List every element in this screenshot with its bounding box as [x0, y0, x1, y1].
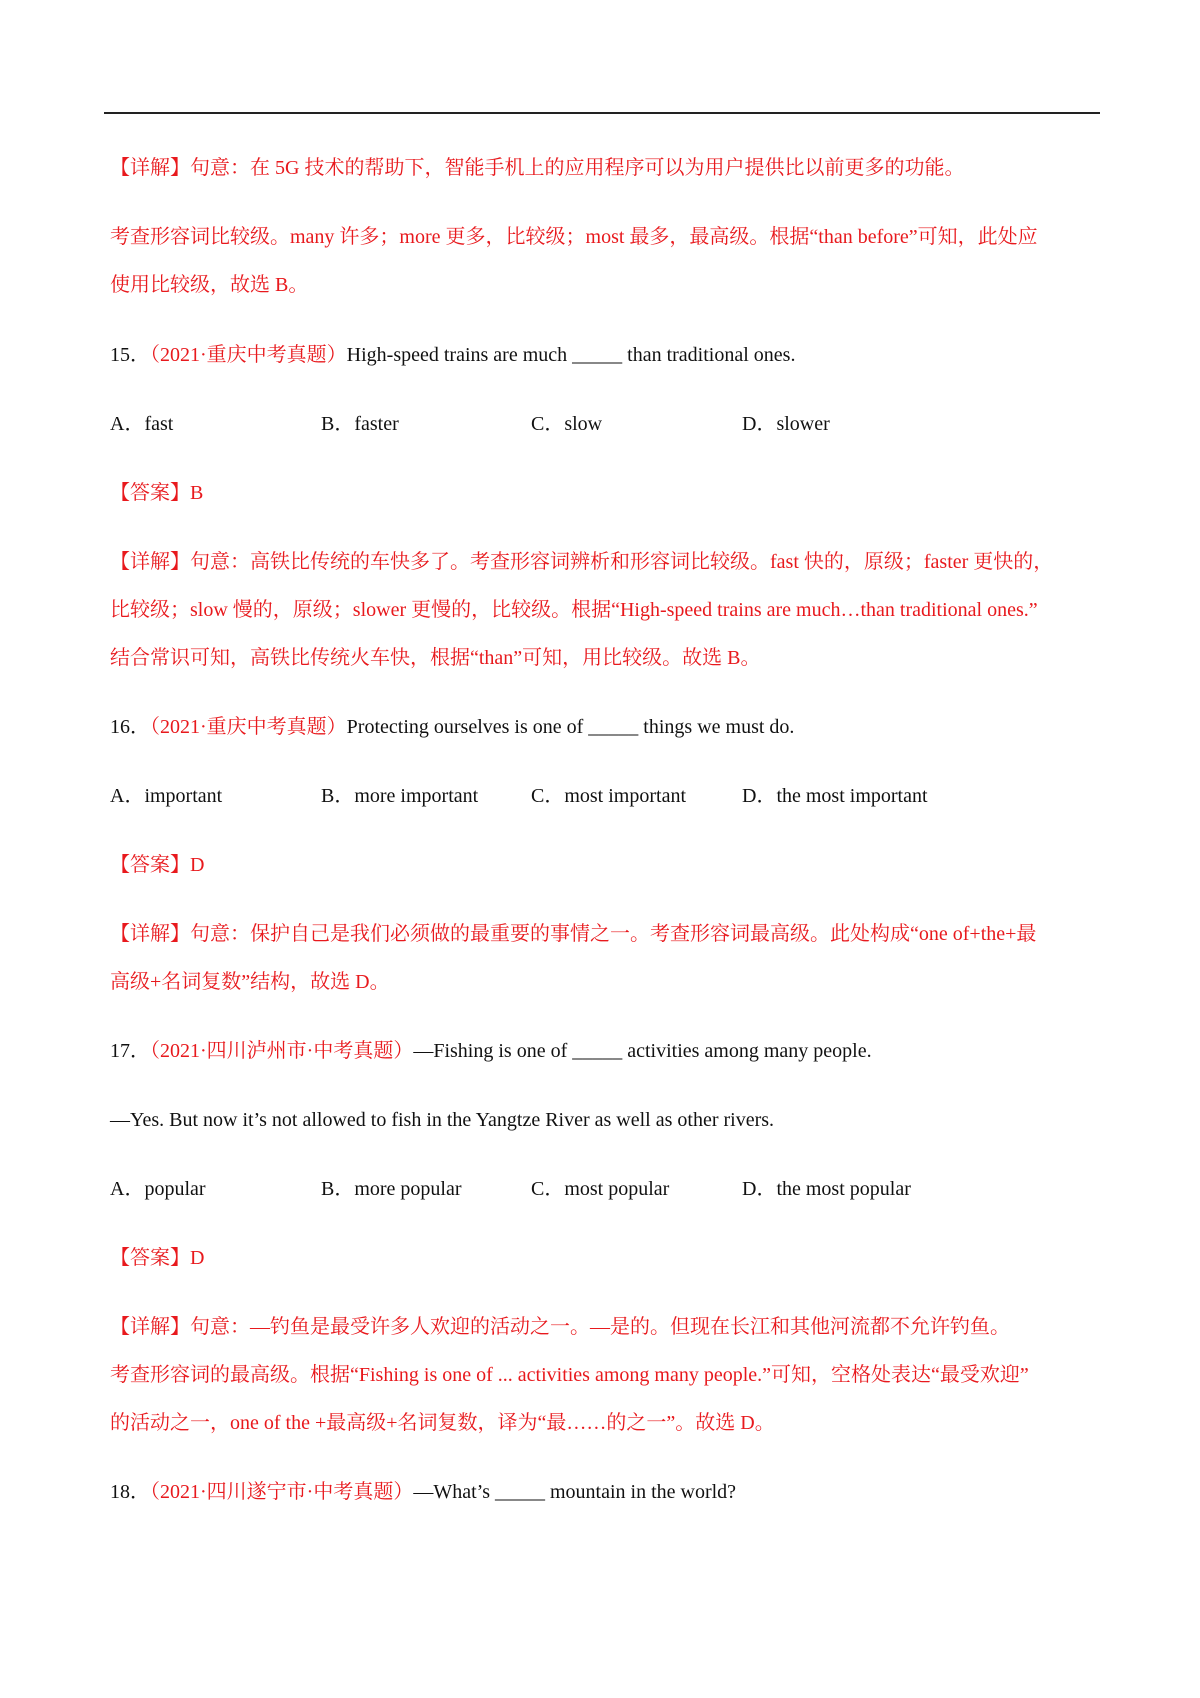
option-15-d: D．slower	[742, 413, 830, 435]
detail-17-line-2: 考查形容词的最高级。根据“Fishing is one of ... activities among many people.”可知，空格处表达“最受欢迎”	[110, 1364, 1029, 1386]
answer-16	[110, 852, 204, 878]
answer-label: 【答案】	[110, 1247, 190, 1269]
question-17	[110, 1038, 872, 1064]
detail-label: 【详解】	[110, 551, 190, 573]
answer-value: D	[190, 1247, 205, 1269]
answer-value: B	[190, 482, 204, 504]
option-15-c: C．slow	[531, 413, 603, 435]
option-16-b: B．more important	[321, 785, 479, 807]
option-17-d: D．the most popular	[742, 1178, 911, 1200]
question-source: （2021·重庆中考真题）	[150, 716, 347, 738]
detail-15-line-2: 比较级；slow 慢的，原级；slower 更慢的，比较级。根据“High-speed trains are much…than traditional ones.”	[110, 599, 1038, 621]
question-text: Protecting ourselves is one of _____ things we must do.	[346, 716, 795, 738]
option-15-a: A．fast	[110, 413, 174, 435]
detail-14-line-1	[110, 155, 964, 181]
option-16-d: D．the most important	[742, 785, 928, 807]
question-number: 17．	[110, 1040, 150, 1062]
detail-text: 句意：保护自己是我们必须做的最重要的事情之一。考查形容词最高级。此处构成“one of+the+最	[190, 923, 1037, 945]
detail-text: 句意：高铁比传统的车快多了。考查形容词辨析和形容词比较级。fast 快的，原级；faster 更快的，	[190, 551, 1054, 573]
detail-15-line-3: 结合常识可知，高铁比传统火车快，根据“than”可知，用比较级。故选 B。	[110, 647, 761, 669]
question-17-line-2: —Yes. But now it’s not allowed to fish in the Yangtze River as well as other rivers.	[110, 1109, 775, 1131]
answer-label: 【答案】	[110, 482, 190, 504]
explanation-14-line-1: 考查形容词比较级。many 许多；more 更多，比较级；most 最多，最高级。根据“than before”可知，此处应	[110, 226, 1038, 248]
detail-15-line-1	[110, 549, 1053, 575]
option-15-b: B．faster	[321, 413, 399, 435]
detail-16-line-1	[110, 921, 1036, 947]
detail-17-line-3: 的活动之一，one of the +最高级+名词复数，译为“最……的之一”。故选 D。	[110, 1412, 775, 1434]
question-source: （2021·四川遂宁市·中考真题）	[150, 1481, 414, 1503]
question-source: （2021·重庆中考真题）	[150, 344, 347, 366]
answer-15	[110, 480, 203, 506]
answer-label: 【答案】	[110, 854, 190, 876]
detail-text: 句意：在 5G 技术的帮助下，智能手机上的应用程序可以为用户提供比以前更多的功能。	[190, 157, 965, 179]
question-16	[110, 714, 794, 740]
detail-label: 【详解】	[110, 1316, 190, 1338]
question-number: 15．	[110, 344, 150, 366]
question-number: 16．	[110, 716, 150, 738]
detail-16-line-2: 高级+名词复数”结构，故选 D。	[110, 971, 390, 993]
question-text: —Fishing is one of _____ activities among many people.	[413, 1040, 872, 1062]
option-17-b: B．more popular	[321, 1178, 462, 1200]
question-18	[110, 1479, 736, 1505]
detail-17-line-1	[110, 1314, 1010, 1340]
option-16-c: C．most important	[531, 785, 686, 807]
question-15	[110, 342, 795, 368]
detail-label: 【详解】	[110, 157, 190, 179]
question-text: High-speed trains are much _____ than traditional ones.	[346, 344, 796, 366]
detail-text: 句意：—钓鱼是最受许多人欢迎的活动之一。—是的。但现在长江和其他河流都不允许钓鱼。	[190, 1316, 1010, 1338]
question-text: —What’s _____ mountain in the world?	[413, 1481, 737, 1503]
answer-17	[110, 1245, 204, 1271]
explanation-14-line-2: 使用比较级，故选 B。	[110, 274, 309, 296]
question-source: （2021·四川泸州市·中考真题）	[150, 1040, 414, 1062]
option-17-a: A．popular	[110, 1178, 206, 1200]
answer-value: D	[190, 854, 205, 876]
question-number: 18．	[110, 1481, 150, 1503]
option-17-c: C．most popular	[531, 1178, 670, 1200]
header-rule	[104, 112, 1100, 114]
detail-label: 【详解】	[110, 923, 190, 945]
option-16-a: A．important	[110, 785, 223, 807]
